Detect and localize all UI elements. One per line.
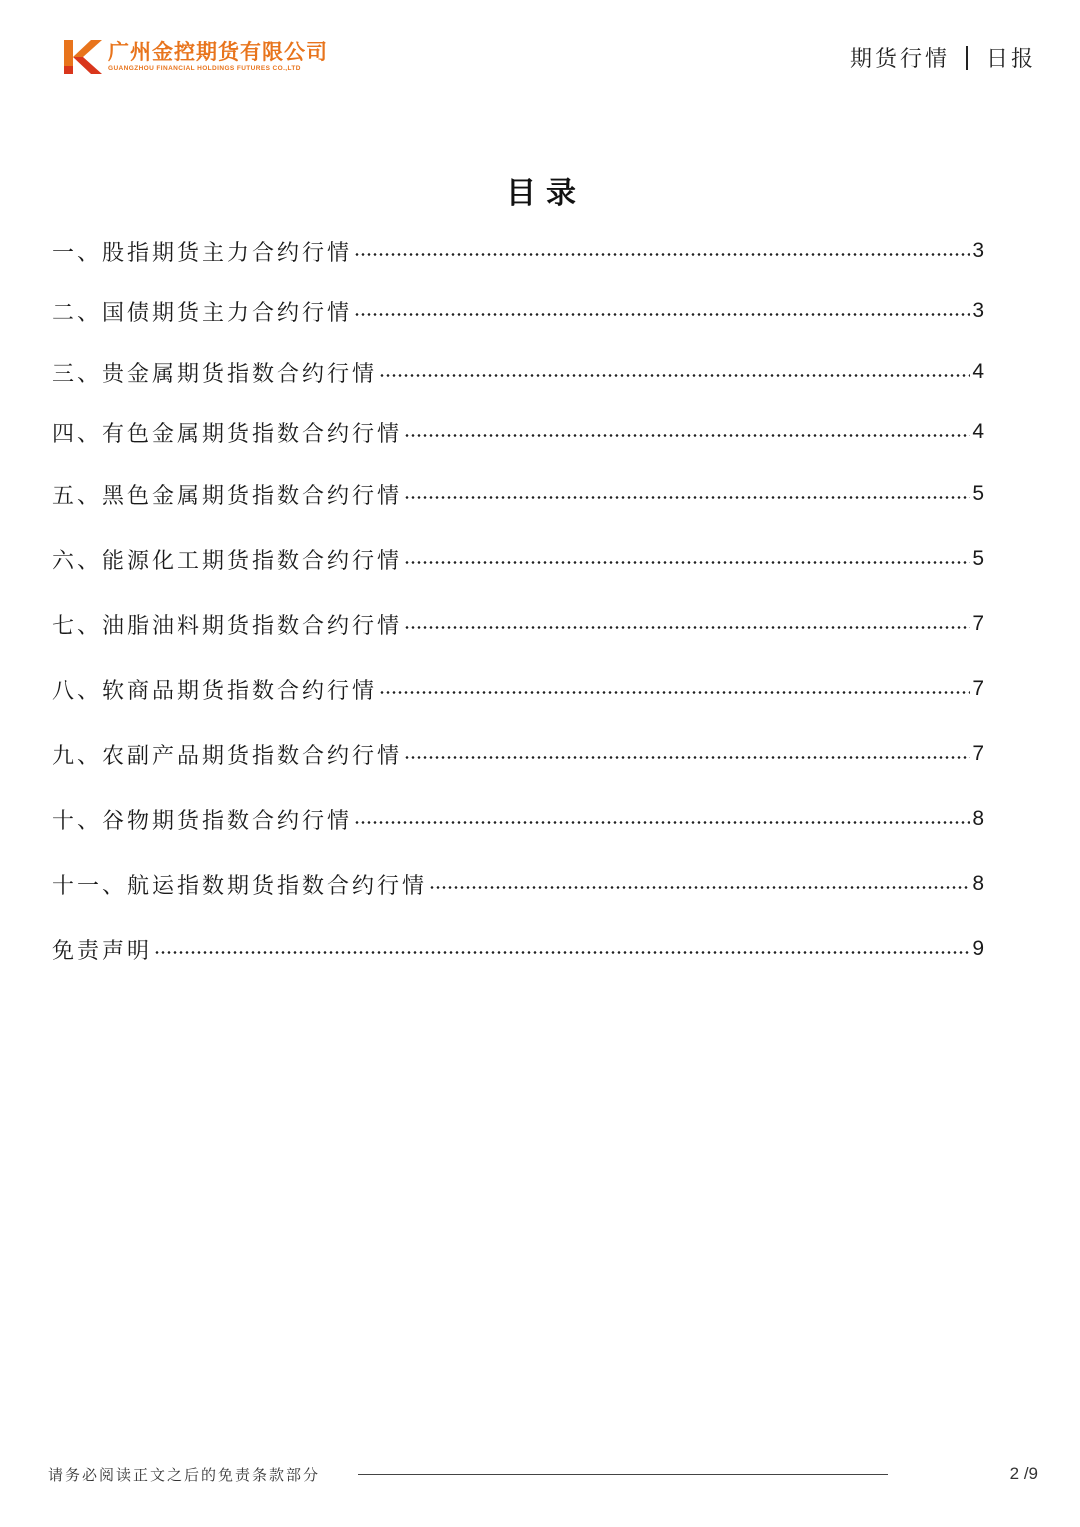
toc-item-label[interactable]: 一、股指期货主力合约行情: [52, 240, 353, 266]
header-divider: [966, 46, 968, 70]
toc-item-label[interactable]: 四、有色金属期货指数合约行情: [52, 421, 403, 447]
toc-item[interactable]: [52, 291, 984, 331]
toc-item-page: 7: [972, 677, 984, 700]
report-category: 期货行情: [849, 47, 950, 72]
logo-k-icon: [64, 40, 102, 74]
toc-item-page: 3: [972, 239, 984, 262]
toc-item-label[interactable]: 五、黑色金属期货指数合约行情: [52, 483, 403, 509]
toc-item-label[interactable]: 八、软商品期货指数合约行情: [52, 678, 378, 704]
toc-item[interactable]: [52, 231, 984, 271]
toc-item[interactable]: [52, 799, 984, 839]
logo-company-name-en: GUANGZHOU FINANCIAL HOLDINGS FUTURES CO.,LTD: [108, 65, 301, 72]
toc-item[interactable]: [52, 412, 984, 452]
toc-leader-dots: [404, 434, 970, 437]
toc-item-label[interactable]: 六、能源化工期货指数合约行情: [52, 548, 403, 574]
toc-leader-dots: [354, 253, 970, 256]
toc-item-label[interactable]: 二、国债期货主力合约行情: [52, 300, 353, 326]
toc-leader-dots: [429, 886, 970, 889]
toc-leader-dots: [379, 374, 970, 377]
toc-item-page: 5: [972, 482, 984, 505]
toc-item-page: 4: [972, 360, 984, 383]
page-footer: [0, 1460, 1080, 1490]
toc-leader-dots: [154, 951, 970, 954]
toc-item[interactable]: [52, 929, 984, 969]
company-logo: [64, 40, 328, 74]
disclaimer-note: 请务必阅读正文之后的免责条款部分: [48, 1466, 321, 1484]
toc-item-page: 7: [972, 742, 984, 765]
toc-item-page: 9: [972, 937, 984, 960]
toc-item-page: 4: [972, 420, 984, 443]
toc-item-label[interactable]: 十一、航运指数期货指数合约行情: [52, 873, 428, 899]
toc-leader-dots: [354, 821, 970, 824]
toc-item[interactable]: [52, 734, 984, 774]
report-frequency: 日报: [985, 47, 1036, 72]
toc-item-page: 8: [972, 807, 984, 830]
page-number: 2 /9: [1009, 1464, 1038, 1483]
toc-leader-dots: [404, 756, 970, 759]
toc-item-page: 5: [972, 547, 984, 570]
toc-leader-dots: [404, 561, 970, 564]
toc-item-label[interactable]: 三、贵金属期货指数合约行情: [52, 361, 378, 387]
toc-leader-dots: [379, 691, 970, 694]
toc-leader-dots: [404, 626, 970, 629]
toc-item-label[interactable]: 免责声明: [52, 938, 153, 964]
report-type-label: [850, 42, 1036, 73]
toc-item[interactable]: [52, 604, 984, 644]
toc-item-page: 8: [972, 872, 984, 895]
toc-item[interactable]: [52, 539, 984, 579]
logo-company-name-cn: 广州金控期货有限公司: [108, 40, 328, 64]
toc-leader-dots: [404, 496, 970, 499]
toc-item[interactable]: [52, 669, 984, 709]
toc-item-label[interactable]: 九、农副产品期货指数合约行情: [52, 743, 403, 769]
toc-item[interactable]: [52, 352, 984, 392]
toc-leader-dots: [354, 313, 970, 316]
toc-title: 目录: [506, 176, 586, 211]
page-header: [0, 0, 1080, 100]
toc-item-label[interactable]: 十、谷物期货指数合约行情: [52, 808, 353, 834]
toc-item-page: 7: [972, 612, 984, 635]
toc-item-page: 3: [972, 299, 984, 322]
toc-item-label[interactable]: 七、油脂油料期货指数合约行情: [52, 613, 403, 639]
toc-item[interactable]: [52, 474, 984, 514]
toc-item[interactable]: [52, 864, 984, 904]
footer-divider: [358, 1474, 888, 1475]
